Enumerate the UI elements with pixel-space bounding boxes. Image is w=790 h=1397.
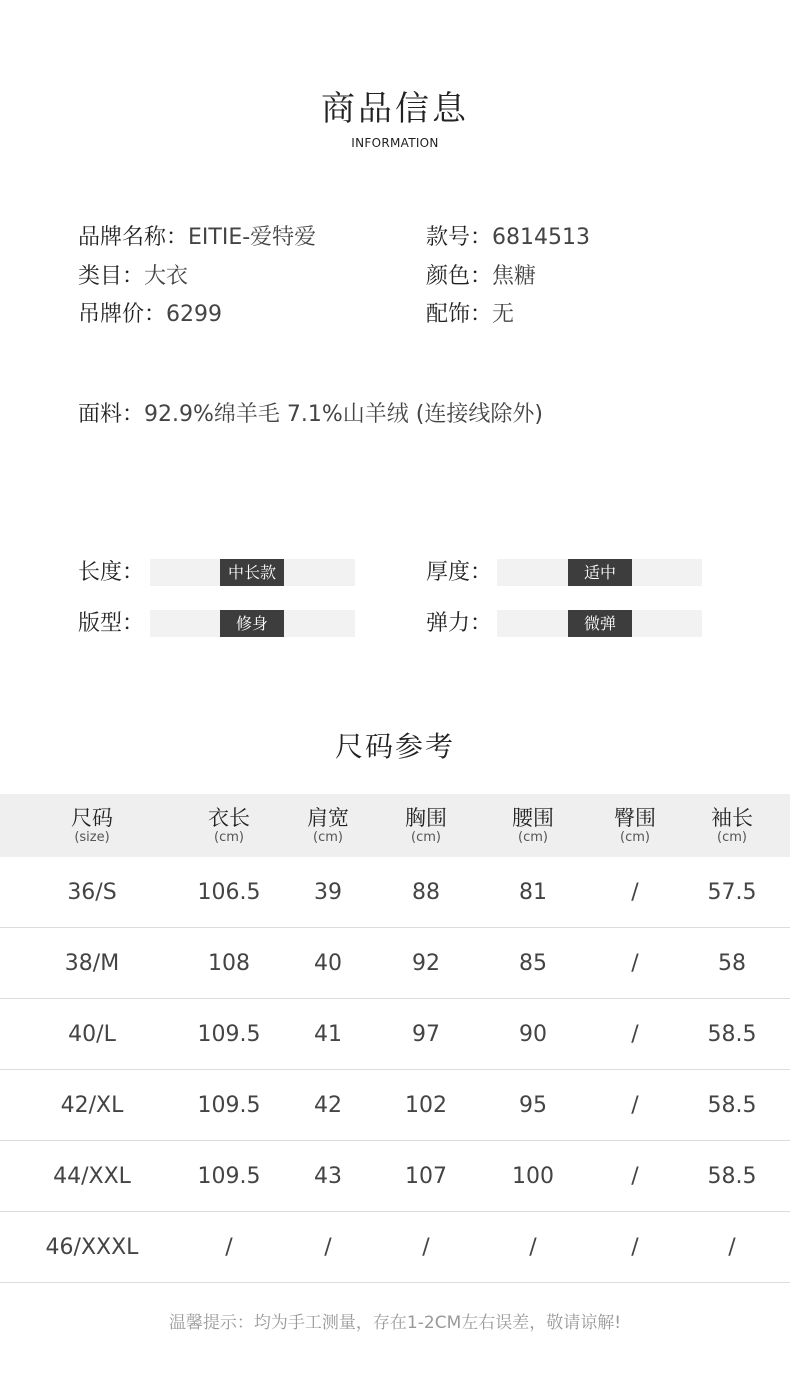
cell-bust: 88 bbox=[382, 857, 470, 928]
cell-waist: 85 bbox=[470, 928, 596, 999]
header-name: 肩宽 bbox=[307, 805, 349, 830]
brand-field bbox=[78, 219, 316, 257]
table-row bbox=[0, 1141, 790, 1212]
cell-length: 109.5 bbox=[184, 999, 274, 1070]
header-name: 尺码 bbox=[71, 805, 113, 830]
cell-length: 108 bbox=[184, 928, 274, 999]
info-row bbox=[78, 258, 718, 297]
cell-sleeve: 58 bbox=[674, 928, 790, 999]
cell-shoulder: 43 bbox=[274, 1141, 382, 1212]
header-unit: (cm) bbox=[411, 829, 441, 845]
length-bar bbox=[150, 559, 355, 586]
header-unit: (cm) bbox=[214, 829, 244, 845]
col-header-waist bbox=[470, 794, 596, 857]
cell-hip: / bbox=[596, 1212, 674, 1283]
cell-hip: / bbox=[596, 857, 674, 928]
brand-value: EITIE-爱特爱 bbox=[188, 225, 317, 250]
cell-sleeve: 58.5 bbox=[674, 1070, 790, 1141]
cell-sleeve: 57.5 bbox=[674, 857, 790, 928]
elasticity-label: 弹力： bbox=[426, 611, 493, 636]
cell-shoulder: 42 bbox=[274, 1070, 382, 1141]
cell-shoulder: / bbox=[274, 1212, 382, 1283]
table-row bbox=[0, 857, 790, 928]
elasticity-bar bbox=[497, 610, 702, 637]
cell-bust: 92 bbox=[382, 928, 470, 999]
price-field bbox=[78, 296, 222, 334]
style-field bbox=[426, 219, 590, 257]
category-label: 类目： bbox=[78, 263, 145, 289]
color-label: 颜色： bbox=[426, 263, 493, 289]
header-name: 胸围 bbox=[405, 805, 447, 830]
cell-hip: / bbox=[596, 1141, 674, 1212]
thickness-bar bbox=[497, 559, 702, 586]
cell-length: / bbox=[184, 1212, 274, 1283]
fit-label: 版型： bbox=[78, 611, 145, 636]
fabric-value: 92.9%绵羊毛 7.1%山羊绒 (连接线除外) bbox=[144, 402, 543, 427]
length-label: 长度： bbox=[78, 560, 145, 585]
brand-label: 品牌名称： bbox=[78, 225, 189, 250]
header-unit: (size) bbox=[74, 829, 110, 845]
cell-hip: / bbox=[596, 999, 674, 1070]
cell-waist: 95 bbox=[470, 1070, 596, 1141]
measurement-note: 温馨提示：均为手工测量，存在1-2CM左右误差，敬请谅解! bbox=[168, 1313, 622, 1333]
table-row bbox=[0, 999, 790, 1070]
cell-sleeve: 58.5 bbox=[674, 1141, 790, 1212]
cell-length: 109.5 bbox=[184, 1141, 274, 1212]
cell-size: 42/XL bbox=[0, 1070, 184, 1141]
size-table bbox=[0, 794, 790, 1283]
table-row bbox=[0, 928, 790, 999]
cell-size: 44/XXL bbox=[0, 1141, 184, 1212]
fabric-label: 面料： bbox=[78, 402, 145, 427]
header-name: 臀围 bbox=[614, 805, 656, 830]
col-header-sleeve bbox=[674, 794, 790, 857]
color-field bbox=[426, 258, 536, 296]
cell-waist: 100 bbox=[470, 1141, 596, 1212]
col-header-size bbox=[0, 794, 184, 857]
cell-sleeve: / bbox=[674, 1212, 790, 1283]
elasticity-chip: 微弹 bbox=[568, 610, 632, 637]
info-row bbox=[78, 219, 718, 258]
category-field bbox=[78, 258, 188, 296]
header-unit: (cm) bbox=[518, 829, 548, 845]
length-chip: 中长款 bbox=[220, 559, 284, 586]
cell-bust: 97 bbox=[382, 999, 470, 1070]
table-row bbox=[0, 1070, 790, 1141]
size-table-header bbox=[0, 794, 790, 857]
cell-waist: 81 bbox=[470, 857, 596, 928]
header-name: 袖长 bbox=[711, 805, 753, 830]
thickness-chip: 适中 bbox=[568, 559, 632, 586]
cell-size: 36/S bbox=[0, 857, 184, 928]
cell-sleeve: 58.5 bbox=[674, 999, 790, 1070]
info-row bbox=[78, 296, 718, 335]
header-name: 腰围 bbox=[512, 805, 554, 830]
cell-length: 109.5 bbox=[184, 1070, 274, 1141]
fabric-field bbox=[78, 396, 543, 434]
thickness-label: 厚度： bbox=[426, 560, 493, 585]
cell-hip: / bbox=[596, 928, 674, 999]
fit-bar bbox=[150, 610, 355, 637]
accessory-field bbox=[426, 296, 514, 334]
cell-waist: 90 bbox=[470, 999, 596, 1070]
size-chart-title: 尺码参考 bbox=[334, 730, 455, 763]
col-header-shoulder bbox=[274, 794, 382, 857]
style-value: 6814513 bbox=[492, 225, 590, 250]
accessory-value: 无 bbox=[492, 302, 515, 327]
cell-bust: 102 bbox=[382, 1070, 470, 1141]
color-value: 焦糖 bbox=[492, 263, 537, 289]
cell-size: 40/L bbox=[0, 999, 184, 1070]
col-header-length bbox=[184, 794, 274, 857]
product-info bbox=[78, 219, 718, 335]
cell-size: 46/XXXL bbox=[0, 1212, 184, 1283]
style-label: 款号： bbox=[426, 225, 493, 250]
cell-bust: 107 bbox=[382, 1141, 470, 1212]
table-row bbox=[0, 1212, 790, 1283]
cell-shoulder: 39 bbox=[274, 857, 382, 928]
accessory-label: 配饰： bbox=[426, 302, 493, 327]
header-unit: (cm) bbox=[620, 829, 650, 845]
category-value: 大衣 bbox=[144, 263, 189, 289]
cell-length: 106.5 bbox=[184, 857, 274, 928]
price-label: 吊牌价： bbox=[78, 302, 167, 327]
header-unit: (cm) bbox=[717, 829, 747, 845]
header-unit: (cm) bbox=[313, 829, 343, 845]
cell-shoulder: 40 bbox=[274, 928, 382, 999]
col-header-hip bbox=[596, 794, 674, 857]
fit-chip: 修身 bbox=[220, 610, 284, 637]
cell-bust: / bbox=[382, 1212, 470, 1283]
info-header bbox=[0, 89, 790, 150]
cell-shoulder: 41 bbox=[274, 999, 382, 1070]
cell-hip: / bbox=[596, 1070, 674, 1141]
col-header-bust bbox=[382, 794, 470, 857]
price-value: 6299 bbox=[166, 302, 223, 327]
page-subtitle: INFORMATION bbox=[351, 136, 439, 150]
cell-size: 38/M bbox=[0, 928, 184, 999]
page-title: 商品信息 bbox=[321, 89, 469, 129]
header-name: 衣长 bbox=[208, 805, 250, 830]
cell-waist: / bbox=[470, 1212, 596, 1283]
